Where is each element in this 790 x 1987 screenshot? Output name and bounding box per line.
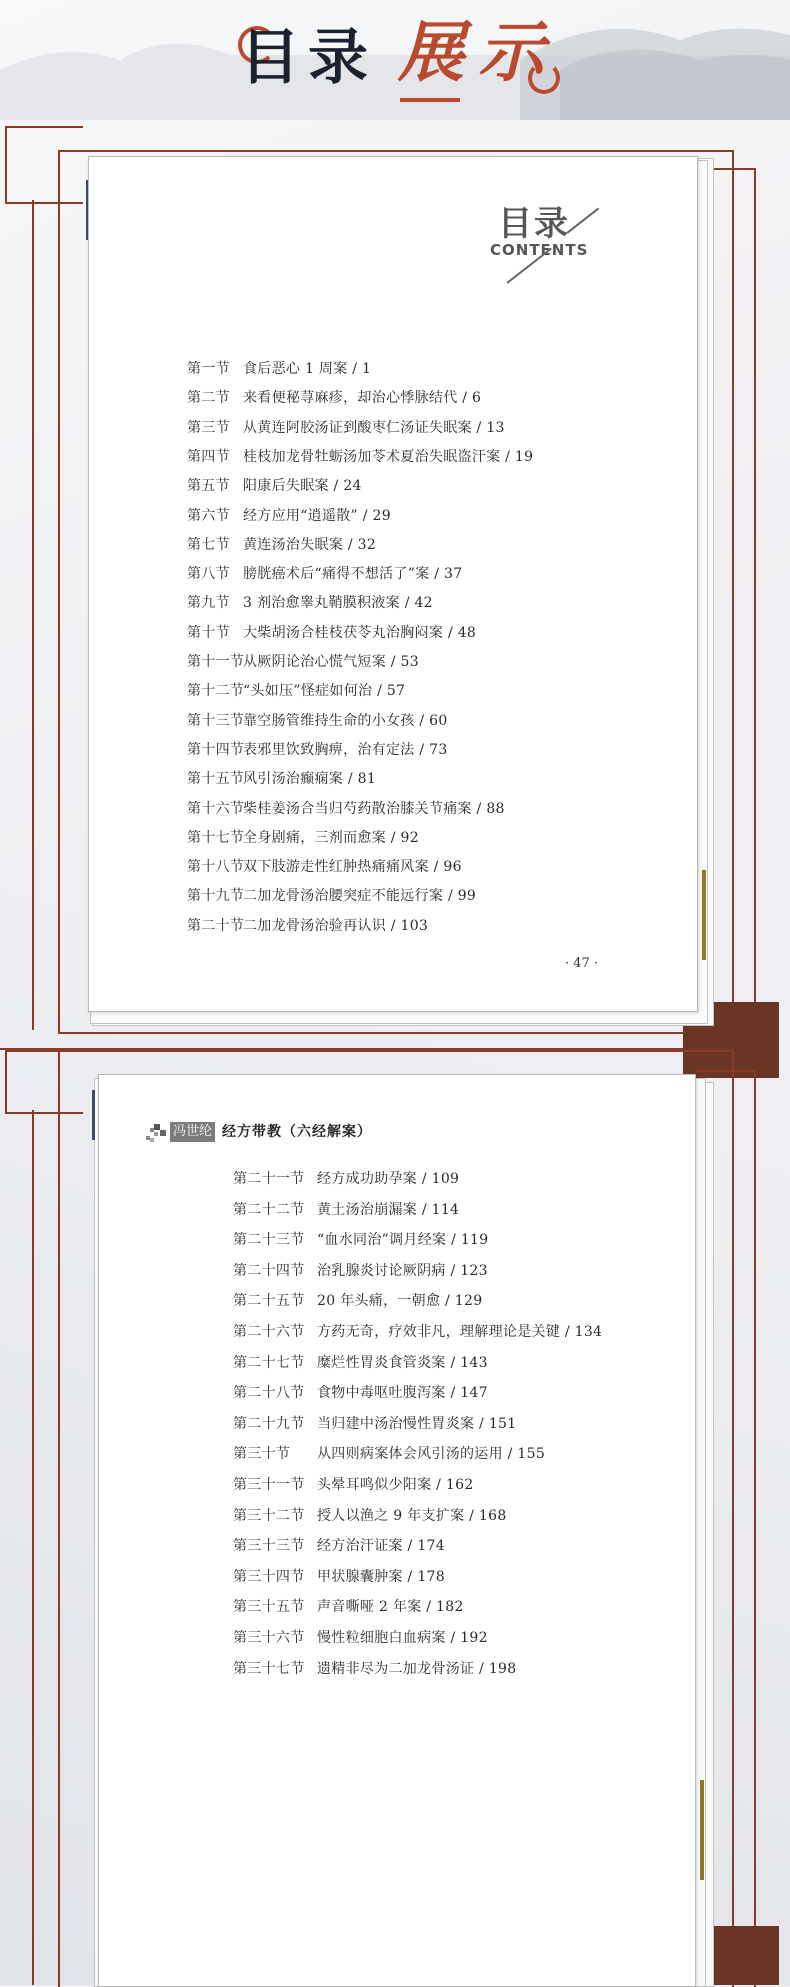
toc-item-title: 方药无奇，疗效非凡，理解理论是关键 / 134 (317, 1324, 603, 1340)
toc-item-number: 第三十二节 (233, 1507, 305, 1524)
toc-item-title: 当归建中汤治慢性胃炎案 / 151 (317, 1415, 517, 1432)
toc-item-title: 糜烂性胃炎食管炎案 / 143 (317, 1354, 488, 1371)
toc-item (233, 1505, 507, 1525)
toc-item (187, 563, 462, 583)
toc-item-title: 头晕耳鸣似少阳案 / 162 (317, 1477, 474, 1493)
toc-item-title: 双下肢游走性红肿热痛痛风案 / 96 (243, 859, 462, 876)
toc-item (187, 358, 371, 378)
toc-item (233, 1443, 545, 1463)
toc-item-title: 大柴胡汤合桂枝茯苓丸治胸闷案 / 48 (243, 624, 477, 641)
book-author-tag: 冯世纶 (170, 1122, 215, 1142)
toc-item-number: 第十四节 (187, 741, 245, 758)
toc-item-title: 经方治汗证案 / 174 (317, 1538, 445, 1555)
toc-item-number: 第十七节 (187, 829, 245, 846)
toc-item (187, 446, 533, 466)
toc-item-title: 黄土汤治崩漏案 / 114 (317, 1201, 460, 1218)
toc-item (187, 417, 505, 437)
toc-item-title: 甲状腺囊肿案 / 178 (317, 1568, 445, 1585)
toc-item (187, 885, 476, 905)
toc-item-title: 从四则病案体会风引汤的运用 / 155 (317, 1446, 546, 1463)
toc-item-title: 膀胱癌术后“痛得不想活了”案 / 37 (243, 566, 463, 583)
toc-item (233, 1566, 445, 1586)
toc-item-title: 慢性粒细胞白血病案 / 192 (317, 1630, 488, 1646)
title-char-1: 目 (240, 23, 300, 93)
toc-item (187, 387, 481, 407)
paper-edge-blue-2 (92, 1090, 95, 1140)
toc-item-number: 第三十七节 (233, 1660, 305, 1677)
toc-item-number: 第三十三节 (233, 1538, 305, 1555)
toc-item (233, 1535, 445, 1555)
toc-item-title: 20 年头痛，一朝愈 / 129 (317, 1293, 483, 1310)
toc-item-number: 第三节 (187, 419, 230, 436)
toc-item-number: 第二十九节 (233, 1415, 305, 1432)
section-title (0, 0, 790, 110)
toc-item-number: 第三十一节 (233, 1477, 305, 1493)
toc-item-number: 第八节 (187, 566, 230, 583)
toc-item-title: 二加龙骨汤治腰突症不能远行案 / 99 (243, 888, 477, 905)
toc-item (233, 1413, 516, 1433)
toc-item-title: 来看便秘荨麻疹，却治心悸脉结代 / 6 (243, 390, 482, 407)
toc-item-title: 二加龙骨汤治验再认识 / 103 (243, 917, 429, 934)
toc-item-title: 柴桂姜汤合当归芍药散治膝关节痛案 / 88 (243, 800, 505, 817)
toc-item-title: 从厥阴论治心慌气短案 / 53 (243, 654, 419, 670)
toc-item-number: 第二十一节 (233, 1171, 305, 1187)
toc-item-number: 第十二节 (187, 683, 245, 700)
toc-item-number: 第十八节 (187, 859, 245, 876)
toc-item-number: 第十六节 (187, 800, 245, 817)
toc-item (187, 856, 462, 876)
toc-item (233, 1596, 464, 1616)
toc-item (233, 1199, 459, 1219)
toc-item-title: 风引汤治癫痫案 / 81 (243, 771, 377, 788)
toc-item-title: 授人以渔之 9 年支扩案 / 168 (317, 1507, 507, 1524)
toc-item (233, 1352, 488, 1372)
toc-item (187, 768, 376, 788)
toc-item-number: 第四节 (187, 448, 230, 465)
toc-item-title: 经方应用“逍遥散” / 29 (243, 507, 391, 524)
toc-item-number: 第十三节 (187, 712, 245, 729)
toc-item-title: 遗精非尽为二加龙骨汤证 / 198 (317, 1660, 517, 1677)
toc-item-number: 第二十七节 (233, 1354, 305, 1371)
toc-item (233, 1229, 488, 1249)
toc-item-title: 表邪里饮致胸痹，治有定法 / 73 (243, 741, 448, 758)
toc-item-number: 第二十三节 (233, 1232, 305, 1249)
toc-item-title: 经方成功助孕案 / 109 (317, 1171, 460, 1187)
toc-item-title: 桂枝加龙骨牡蛎汤加苓术夏治失眠盗汗案 / 19 (243, 448, 534, 465)
toc-item-title: 声音嘶哑 2 年案 / 182 (317, 1599, 464, 1616)
outer-frame-vline-1 (32, 200, 34, 1030)
toc-item-number: 第五节 (187, 478, 230, 495)
toc-item-number: 第七节 (187, 536, 230, 553)
toc-item-number: 第二十六节 (233, 1324, 305, 1340)
toc-item (187, 739, 448, 759)
toc-item (187, 622, 476, 642)
toc-item (233, 1474, 474, 1494)
toc-item (187, 651, 419, 671)
toc-item-title: 治乳腺炎讨论厥阴病 / 123 (317, 1262, 488, 1279)
title-ring-right (528, 62, 560, 94)
toc-item (187, 534, 376, 554)
toc-item (187, 710, 448, 730)
title-char-2: 录 (308, 23, 368, 93)
toc-item-number: 第二十八节 (233, 1385, 305, 1402)
toc-item-title: 全身剧痛，三剂而愈案 / 92 (243, 829, 419, 846)
toc-item-number: 第三十节 (233, 1446, 291, 1463)
toc-item (187, 505, 391, 525)
toc-item-number: 第十九节 (187, 888, 245, 905)
toc-item-number: 第二十四节 (233, 1262, 305, 1279)
toc-item-number: 第三十六节 (233, 1630, 305, 1646)
toc-item-number: 第二十节 (187, 917, 245, 934)
book-running-title: 经方带教（六经解案） (222, 1124, 372, 1140)
toc-heading-sub: CONTENTS (490, 241, 589, 259)
page-number: · 47 · (565, 956, 599, 971)
toc-item-number: 第六节 (187, 507, 230, 524)
toc-item-title: “头如压”怪症如何治 / 57 (243, 683, 406, 700)
book-logo-icon (146, 1124, 168, 1144)
toc-item (233, 1658, 516, 1678)
toc-item (187, 798, 505, 818)
toc-item-number: 第九节 (187, 595, 230, 612)
paper-edge-olive-1 (702, 870, 706, 960)
title-underline (400, 98, 460, 102)
toc-item-number: 第二节 (187, 390, 230, 407)
toc-item-number: 第十一节 (187, 654, 245, 670)
toc-item (233, 1260, 488, 1280)
toc-item (187, 827, 419, 847)
toc-item-title: 从黄连阿胶汤证到酸枣仁汤证失眠案 / 13 (243, 419, 505, 436)
toc-item-title: 食物中毒呕吐腹泻案 / 147 (317, 1385, 488, 1402)
toc-item-title: 黄连汤治失眠案 / 32 (243, 536, 377, 553)
toc-item-number: 第十节 (187, 624, 230, 641)
toc-item-number: 第十五节 (187, 771, 245, 788)
toc-item (233, 1290, 482, 1310)
toc-item (233, 1627, 488, 1647)
toc-heading: 目录 (498, 204, 570, 244)
toc-item (233, 1382, 488, 1402)
toc-item (187, 680, 405, 700)
toc-item-title: 3 剂治愈睾丸鞘膜积液案 / 42 (243, 595, 433, 612)
toc-item (233, 1168, 459, 1188)
toc-item-number: 第二十二节 (233, 1201, 305, 1218)
outer-frame-vline-2 (32, 1110, 34, 1985)
toc-item (233, 1321, 602, 1341)
title-char-3: 展 (398, 13, 464, 91)
toc-item-title: 食后恶心 1 周案 / 1 (243, 361, 372, 377)
toc-item (187, 592, 433, 612)
title-char-4: 示 (478, 13, 544, 91)
toc-item-title: 阳康后失眠案 / 24 (243, 478, 362, 495)
toc-item-title: 靠空肠管维持生命的小女孩 / 60 (243, 712, 448, 729)
toc-item (187, 915, 428, 935)
toc-item-number: 第三十五节 (233, 1599, 305, 1616)
toc-item-number: 第二十五节 (233, 1293, 305, 1310)
toc-item-title: “血水同治”调月经案 / 119 (317, 1232, 489, 1249)
toc-item (187, 475, 362, 495)
toc-page-1 (88, 156, 698, 1012)
toc-item-number: 第一节 (187, 361, 230, 377)
paper-edge-olive-2 (700, 1780, 704, 1880)
toc-item-number: 第三十四节 (233, 1568, 305, 1585)
